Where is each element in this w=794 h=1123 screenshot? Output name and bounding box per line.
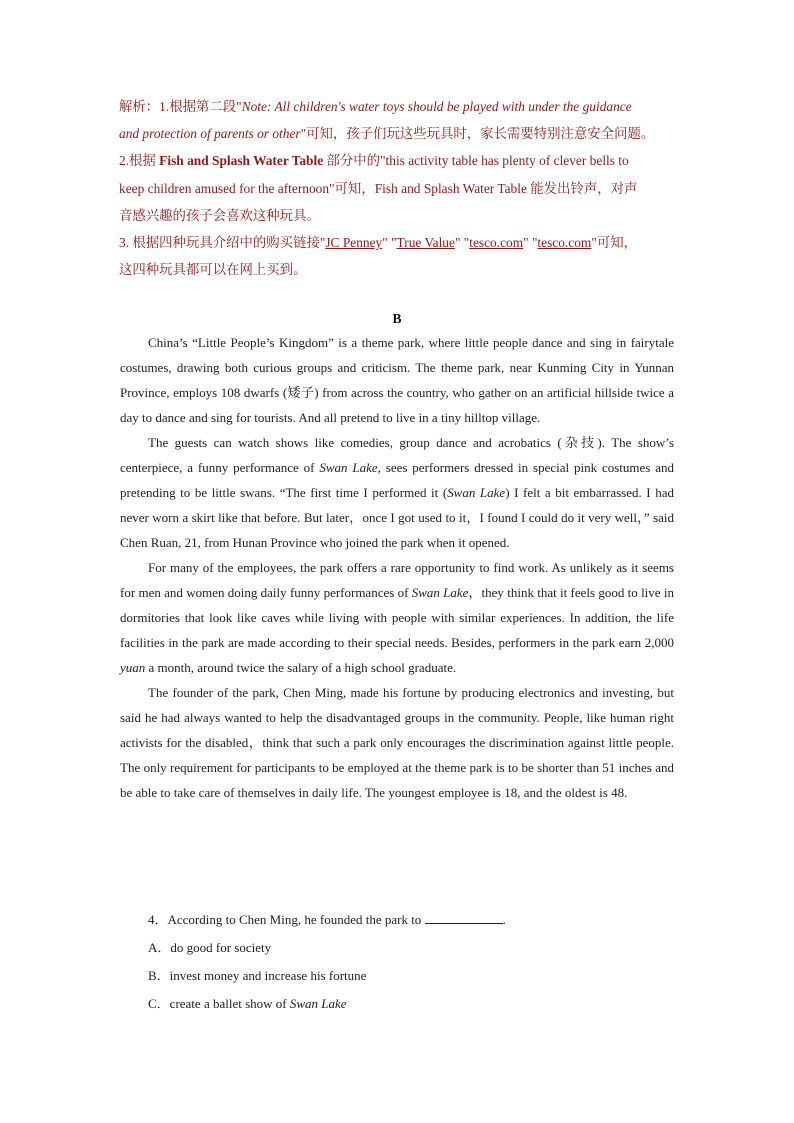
reading-passage bbox=[120, 330, 674, 805]
toy-name-bold: Fish and Splash Water Table bbox=[159, 153, 324, 169]
link-true-value[interactable]: True Value bbox=[396, 235, 455, 251]
question-stem: 4．According to Chen Ming, he founded the park to . bbox=[148, 906, 688, 934]
option-b[interactable]: B．invest money and increase his fortune bbox=[148, 968, 367, 983]
quote-note: Note: All children's water toys should be played with under the guidance bbox=[241, 99, 632, 114]
analysis-line-4: keep children amused for the afternoon"可知，Fish and Splash Water Table 能发出铃声，对声 bbox=[119, 180, 638, 196]
option-a[interactable]: A．do good for society bbox=[148, 940, 272, 955]
analysis-line-5: 音感兴趣的孩子会喜欢这种玩具。 bbox=[119, 207, 320, 223]
answer-blank bbox=[425, 909, 503, 924]
analysis-line-7: 这四种玩具都可以在网上买到。 bbox=[119, 262, 307, 278]
paragraph-1: China’s “Little People’s Kingdom” is a theme park, where little people dance and sing in fairytale costumes, drawing both curious groups and criticism. The theme park, near Kunming City in Yunnan Province, employs 108 dwarfs (矮子) from across the country, who gather on an artificial hillside twice a day to dance and sing for tourists. And all pretend to live in a tiny hilltop village. bbox=[120, 335, 674, 425]
section-title: B bbox=[392, 311, 402, 326]
analysis-line-2: and protection of parents or other"可知，孩子们玩这些玩具时，家长需要特别注意安全问题。 bbox=[119, 126, 655, 142]
paragraph-4: The founder of the park, Chen Ming, made his fortune by producing electronics and investing, but said he had always wanted to help the disadvantaged groups in the community. People, like human right activists for the disabled，think that such a park only encourages the discrimination against little people. The only requirement for participants to be employed at the theme park is to be shorter than 51 inches and be able to take care of themselves in daily life. The youngest employee is 18, and the oldest is 48. bbox=[120, 685, 674, 800]
quote-note-cont: and protection of parents or other bbox=[119, 126, 301, 142]
paragraph-3: For many of the employees, the park offers a rare opportunity to find work. As unlikely as it seems for men and women doing daily funny performances of Swan Lake，they think that it feels good to live in dormitories that look like caves while living with people with similar experiences. In addition, the life facilities in the park are made according to their special needs. Besides, performers in the park earn 2,000 yuan a month, around twice the salary of a high school graduate. bbox=[120, 560, 674, 675]
link-tesco-2[interactable]: tesco.com bbox=[537, 235, 592, 251]
analysis-section bbox=[119, 93, 699, 283]
analysis-line-1: 解析：1.根据第二段"Note: All children's water toys should be played with under the guidance bbox=[119, 99, 632, 114]
link-tesco-1[interactable]: tesco.com bbox=[469, 235, 524, 251]
question-4 bbox=[148, 906, 688, 1018]
analysis-line-6: 3. 根据四种玩具介绍中的购买链接"JC Penney" "True Value" "tesco.com" "tesco.com"可知， bbox=[119, 235, 637, 251]
paragraph-2: The guests can watch shows like comedies, group dance and acrobatics (杂技). The show’s centerpiece, a funny performance of Swan Lake, sees performers dressed in special pink costumes and pretending to be little swans. “The first time I performed it (Swan Lake) I felt a bit embarrassed. I had never worn a skirt like that before. But later，once I got used to it，I found I could do it very well，” said Chen Ruan, 21, from Hunan Province who joined the park when it opened. bbox=[120, 435, 674, 550]
option-c[interactable]: C．create a ballet show of Swan Lake bbox=[148, 996, 347, 1011]
analysis-line-3: 2.根据 Fish and Splash Water Table 部分中的"this activity table has plenty of clever bells to bbox=[119, 153, 629, 169]
link-jc-penney[interactable]: JC Penney bbox=[325, 235, 383, 251]
